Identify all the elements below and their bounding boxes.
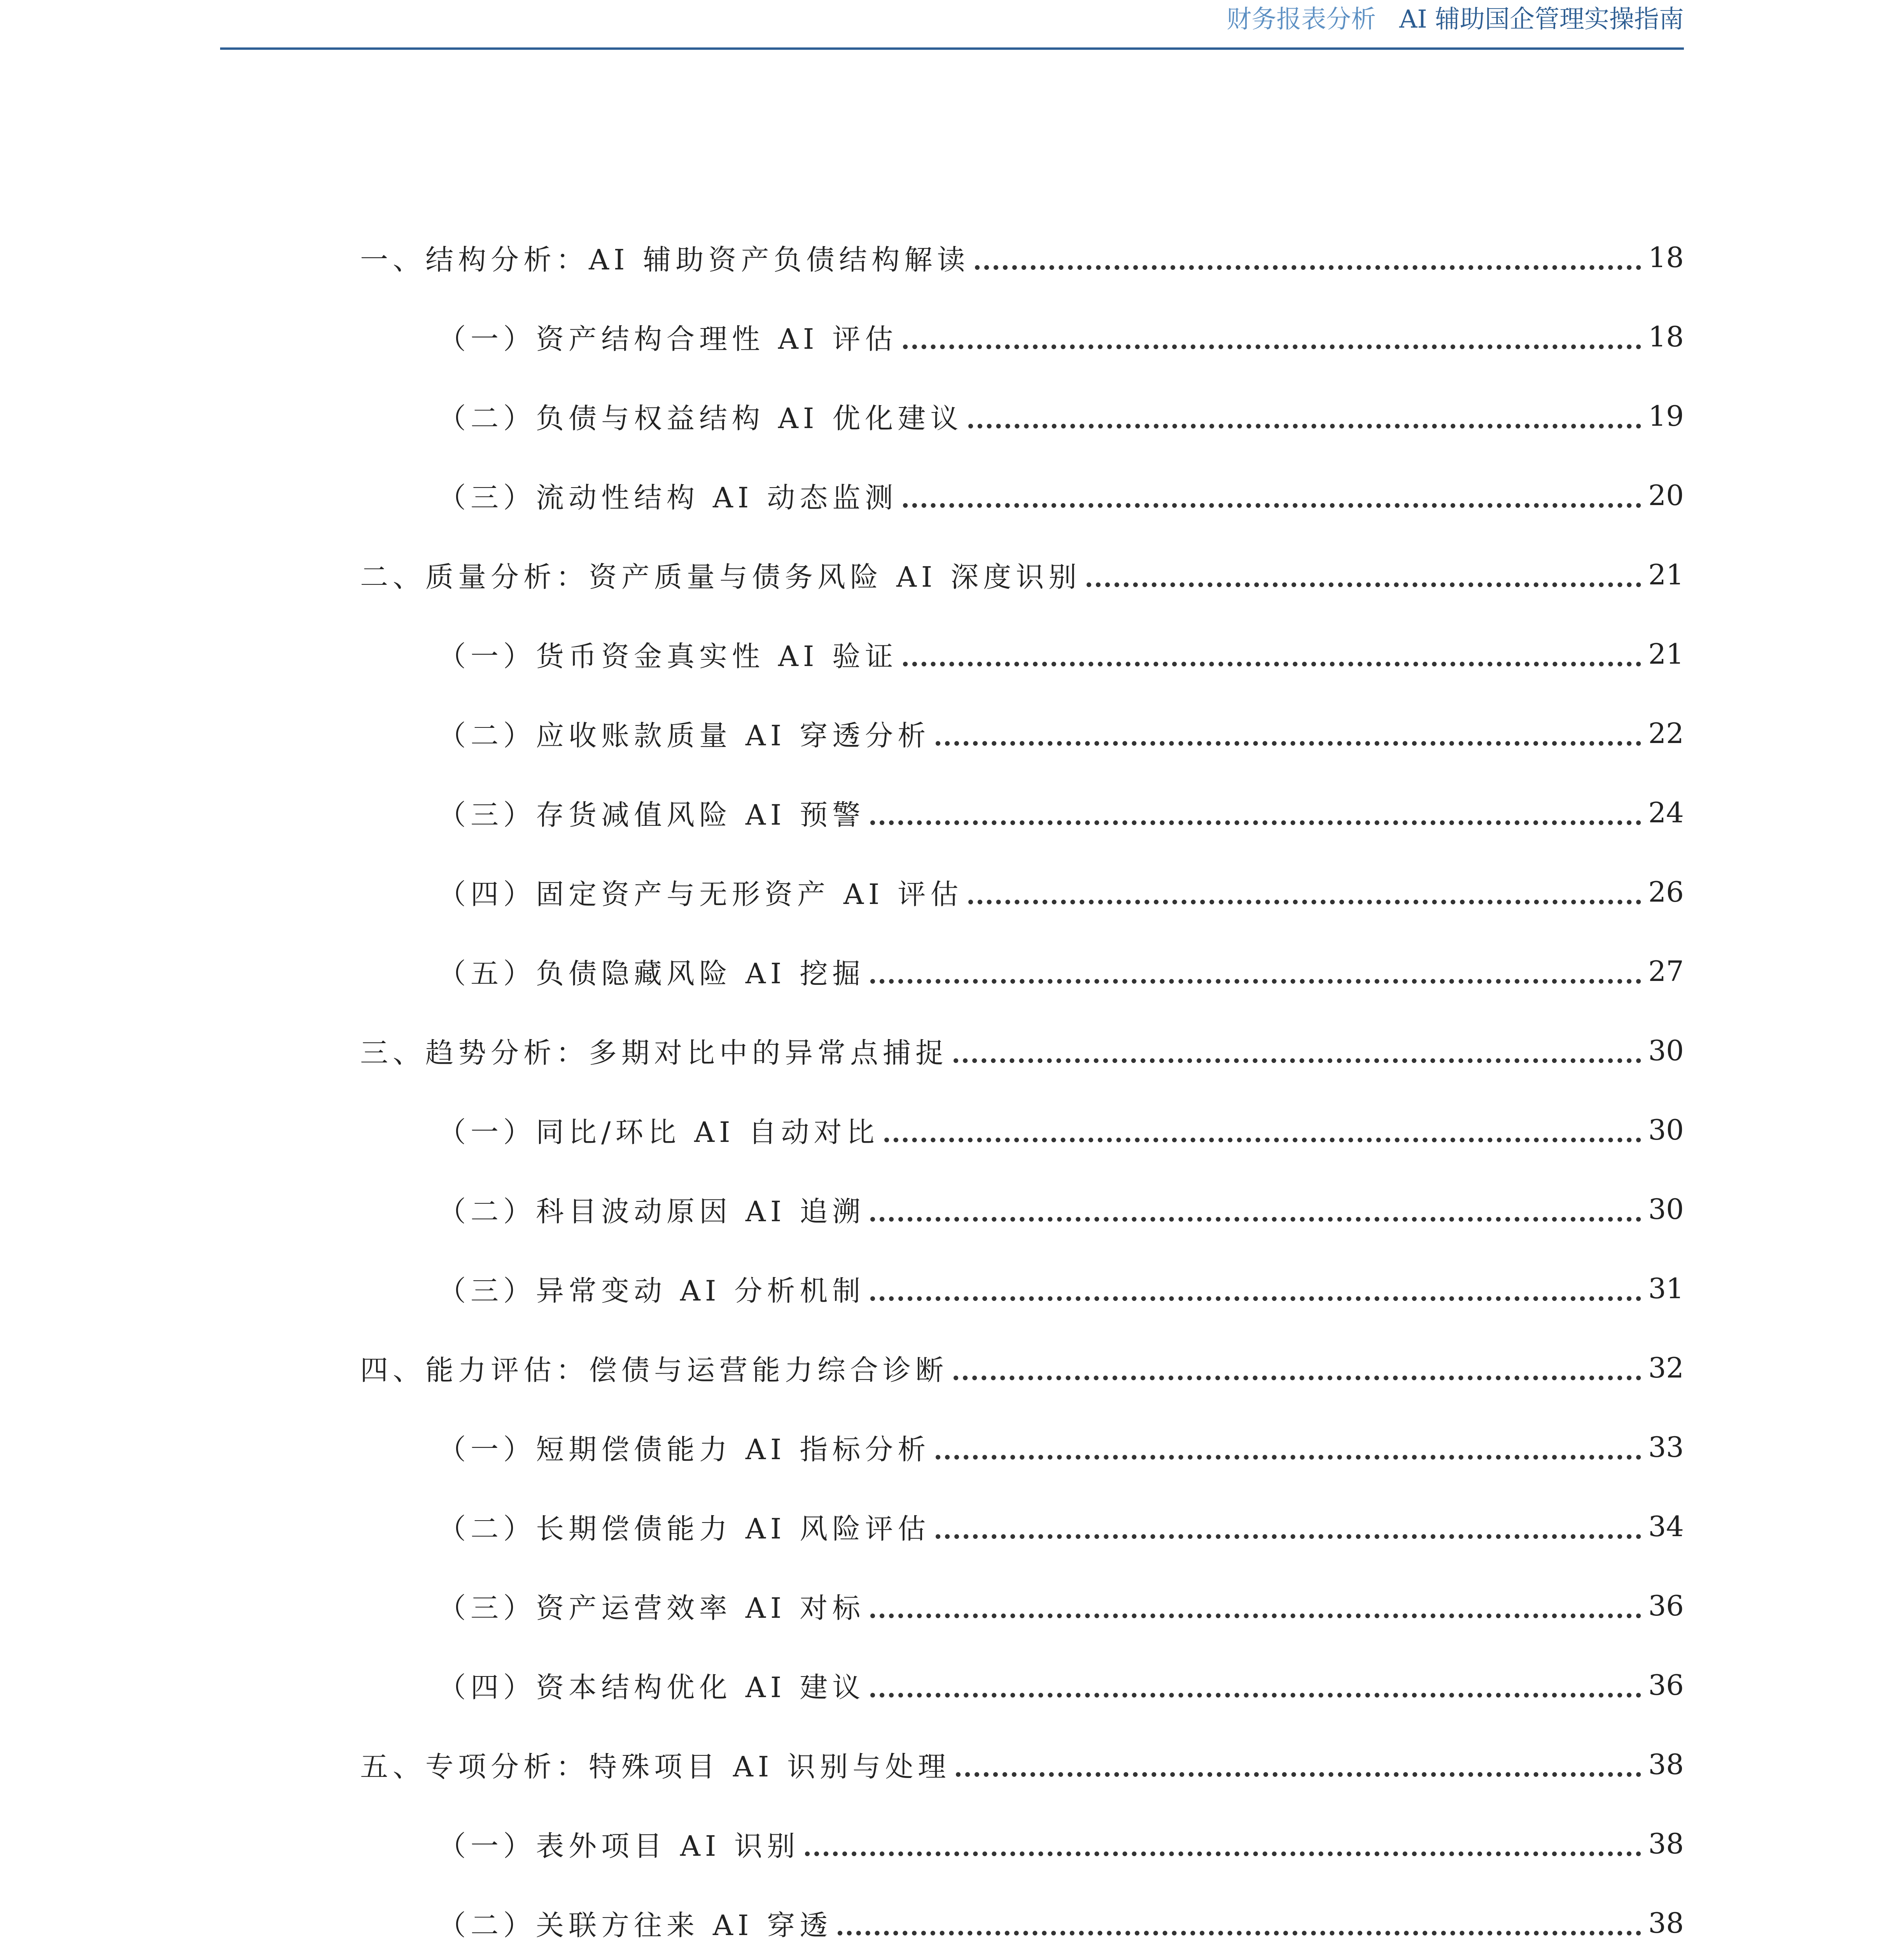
toc-entry[interactable]	[220, 1883, 1684, 1944]
toc-entry-page-number: 36	[1648, 1669, 1684, 1701]
toc-entry-label: （二）应收账款质量 AI 穿透分析	[438, 719, 931, 752]
toc-entry[interactable]	[220, 1566, 1684, 1645]
toc-entry[interactable]	[220, 694, 1684, 773]
header-text	[1227, 0, 1684, 39]
toc-entry-label: （五）负债隐藏风险 AI 挖掘	[438, 957, 865, 990]
toc-dot-leader	[838, 1931, 1641, 1935]
toc-dot-leader	[903, 344, 1641, 349]
toc-entry-label: （二）长期偿债能力 AI 风险评估	[438, 1512, 931, 1545]
toc-entry-page-number: 36	[1648, 1589, 1684, 1622]
toc-entry[interactable]	[220, 1328, 1684, 1407]
toc-entry[interactable]	[220, 1407, 1684, 1487]
toc-dot-leader	[870, 1296, 1641, 1301]
toc-dot-leader	[870, 1614, 1641, 1618]
toc-entry-label: 一、结构分析：AI 辅助资产负债结构解读	[360, 243, 970, 276]
toc-entry[interactable]	[220, 297, 1684, 376]
toc-entry-page-number: 21	[1648, 638, 1684, 670]
toc-entry[interactable]	[220, 1804, 1684, 1883]
toc-entry[interactable]	[220, 1487, 1684, 1566]
toc-entry[interactable]	[220, 773, 1684, 852]
toc-entry-page-number: 24	[1648, 796, 1684, 829]
toc-entry-page-number: 27	[1648, 955, 1684, 988]
page-header	[220, 0, 1684, 50]
toc-entry-label: （四）固定资产与无形资产 AI 评估	[438, 878, 963, 911]
toc-dot-leader	[968, 424, 1641, 428]
toc-entry-page-number: 38	[1648, 1748, 1684, 1781]
toc-entry-label: （一）同比/环比 AI 自动对比	[438, 1116, 879, 1149]
toc-entry[interactable]	[220, 1090, 1684, 1170]
toc-entry-page-number: 26	[1648, 876, 1684, 908]
toc-dot-leader	[870, 979, 1641, 984]
toc-entry-label: （三）异常变动 AI 分析机制	[438, 1274, 865, 1307]
toc-dot-leader	[870, 820, 1641, 825]
toc-entry-label: （二）关联方往来 AI 穿透	[438, 1909, 833, 1942]
toc-dot-leader	[954, 1058, 1641, 1063]
toc-entry-page-number: 19	[1648, 400, 1684, 432]
toc-entry-label: 四、能力评估：偿债与运营能力综合诊断	[360, 1354, 948, 1386]
toc-entry-page-number: 30	[1648, 1114, 1684, 1146]
toc-entry-label: （三）流动性结构 AI 动态监测	[438, 481, 898, 514]
toc-entry-label: （二）科目波动原因 AI 追溯	[438, 1195, 865, 1228]
toc-dot-leader	[936, 741, 1641, 746]
toc-entry[interactable]	[220, 1249, 1684, 1328]
toc-dot-leader	[870, 1693, 1641, 1698]
toc-entry[interactable]	[220, 932, 1684, 1011]
toc-dot-leader	[936, 1455, 1641, 1460]
toc-entry-page-number: 30	[1648, 1193, 1684, 1225]
header-subtitle: 财务报表分析	[1227, 5, 1376, 34]
toc-entry-page-number: 21	[1648, 558, 1684, 591]
toc-entry[interactable]	[220, 218, 1684, 297]
toc-entry-page-number: 30	[1648, 1034, 1684, 1067]
toc-dot-leader	[1087, 582, 1641, 587]
toc-dot-leader	[884, 1138, 1641, 1142]
toc-entry-page-number: 32	[1648, 1351, 1684, 1384]
toc-dot-leader	[975, 265, 1641, 270]
toc-entry[interactable]	[220, 852, 1684, 932]
toc-entry[interactable]	[220, 1725, 1684, 1804]
toc-entry[interactable]	[220, 1170, 1684, 1249]
toc-dot-leader	[956, 1772, 1641, 1777]
toc-entry-page-number: 18	[1648, 320, 1684, 353]
toc-dot-leader	[903, 662, 1641, 666]
toc-entry-label: （三）存货减值风险 AI 预警	[438, 799, 865, 831]
toc-entry[interactable]	[220, 1011, 1684, 1090]
toc-entry-label: 三、趋势分析：多期对比中的异常点捕捉	[360, 1037, 948, 1069]
toc-entry-page-number: 20	[1648, 479, 1684, 512]
toc-entry-label: 二、质量分析：资产质量与债务风险 AI 深度识别	[360, 561, 1082, 593]
toc-entry-page-number: 38	[1648, 1827, 1684, 1860]
toc-entry[interactable]	[220, 456, 1684, 535]
toc-entry-label: （三）资产运营效率 AI 对标	[438, 1592, 865, 1624]
toc-entry-page-number: 31	[1648, 1272, 1684, 1305]
toc-dot-leader	[968, 900, 1641, 904]
table-of-contents	[220, 218, 1684, 1944]
toc-dot-leader	[936, 1534, 1641, 1539]
toc-entry-label: （一）表外项目 AI 识别	[438, 1830, 800, 1862]
toc-entry[interactable]	[220, 1645, 1684, 1725]
toc-entry-page-number: 34	[1648, 1510, 1684, 1543]
toc-entry-label: （四）资本结构优化 AI 建议	[438, 1671, 865, 1704]
toc-dot-leader	[903, 503, 1641, 508]
toc-dot-leader	[870, 1217, 1641, 1222]
toc-entry-page-number: 38	[1648, 1907, 1684, 1939]
toc-entry-label: （二）负债与权益结构 AI 优化建议	[438, 402, 963, 435]
toc-entry-label: （一）资产结构合理性 AI 评估	[438, 323, 898, 355]
toc-entry-label: 五、专项分析：特殊项目 AI 识别与处理	[360, 1750, 951, 1783]
toc-dot-leader	[954, 1376, 1641, 1380]
toc-entry-page-number: 33	[1648, 1431, 1684, 1463]
toc-entry[interactable]	[220, 535, 1684, 614]
toc-entry-label: （一）货币资金真实性 AI 验证	[438, 640, 898, 673]
toc-entry-label: （一）短期偿债能力 AI 指标分析	[438, 1433, 931, 1466]
toc-entry-page-number: 22	[1648, 717, 1684, 750]
header-title: AI 辅助国企管理实操指南	[1399, 5, 1684, 34]
toc-dot-leader	[805, 1851, 1641, 1856]
toc-entry-page-number: 18	[1648, 241, 1684, 274]
toc-entry[interactable]	[220, 376, 1684, 456]
header-divider	[220, 47, 1684, 50]
toc-entry[interactable]	[220, 614, 1684, 694]
